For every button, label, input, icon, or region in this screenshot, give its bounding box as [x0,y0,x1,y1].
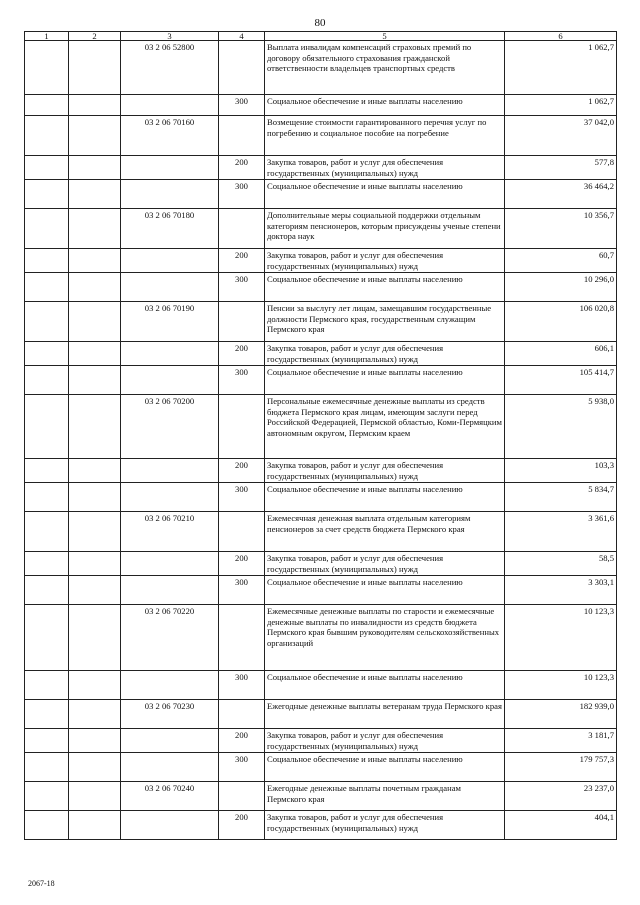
col1-cell [25,249,69,273]
col2-cell [69,605,121,671]
col1-cell [25,700,69,729]
amount-cell: 10 296,0 [505,273,617,302]
target-code-cell [121,811,219,840]
amount-cell: 577,8 [505,156,617,180]
table-row [25,459,617,483]
table-row [25,753,617,782]
table-row [25,273,617,302]
col1-cell [25,782,69,811]
item-name-cell: Социальное обеспечение и иные выплаты населению [265,180,505,209]
target-code-cell: 03 2 06 70230 [121,700,219,729]
expense-type-cell [219,782,265,811]
target-code-cell [121,249,219,273]
table-row [25,180,617,209]
col2-cell [69,156,121,180]
table-header-row [25,32,617,41]
column-header-4: 4 [219,32,265,41]
col2-cell [69,180,121,209]
target-code-cell [121,483,219,512]
item-name-cell: Ежемесячная денежная выплата отдельным категориям пенсионеров за счет средств бюджета Пермского края [265,512,505,552]
col2-cell [69,782,121,811]
col2-cell [69,249,121,273]
table-row [25,156,617,180]
col1-cell [25,576,69,605]
expense-type-cell: 300 [219,671,265,700]
expense-type-cell: 300 [219,180,265,209]
expense-type-cell: 200 [219,552,265,576]
table-row [25,605,617,671]
amount-cell: 179 757,3 [505,753,617,782]
item-name-cell: Закупка товаров, работ и услуг для обеспечения государственных (муниципальных) нужд [265,729,505,753]
expense-type-cell [219,512,265,552]
expense-type-cell: 300 [219,273,265,302]
col1-cell [25,342,69,366]
item-name-cell: Персональные ежемесячные денежные выплаты из средств бюджета Пермского края лицам, имеющим заслуги перед Российской Федерацией, Пермской областью, Коми-Пермяцким автономным округом, Пермским краем [265,395,505,459]
item-name-cell: Возмещение стоимости гарантированного перечня услуг по погребению и социальное пособие на погребение [265,116,505,156]
amount-cell: 23 237,0 [505,782,617,811]
column-header-1: 1 [25,32,69,41]
expense-type-cell: 200 [219,156,265,180]
col2-cell [69,576,121,605]
item-name-cell: Пенсии за выслугу лет лицам, замещавшим государственные должности Пермского края, государственным служащим Пермского края [265,302,505,342]
item-name-cell: Закупка товаров, работ и услуг для обеспечения государственных (муниципальных) нужд [265,342,505,366]
column-header-2: 2 [69,32,121,41]
amount-cell: 1 062,7 [505,95,617,116]
col2-cell [69,273,121,302]
target-code-cell [121,552,219,576]
target-code-cell [121,366,219,395]
col1-cell [25,605,69,671]
col1-cell [25,273,69,302]
table-row [25,512,617,552]
table-row [25,302,617,342]
amount-cell: 3 303,1 [505,576,617,605]
col1-cell [25,459,69,483]
col2-cell [69,209,121,249]
col2-cell [69,671,121,700]
item-name-cell: Социальное обеспечение и иные выплаты населению [265,95,505,116]
col2-cell [69,41,121,95]
target-code-cell [121,729,219,753]
item-name-cell: Ежегодные денежные выплаты ветеранам труда Пермского края [265,700,505,729]
col1-cell [25,729,69,753]
target-code-cell [121,273,219,302]
table-row [25,209,617,249]
item-name-cell: Социальное обеспечение и иные выплаты населению [265,671,505,700]
table-row [25,671,617,700]
expense-type-cell: 300 [219,366,265,395]
amount-cell: 3 181,7 [505,729,617,753]
col1-cell [25,156,69,180]
expense-type-cell [219,395,265,459]
target-code-cell: 03 2 06 70220 [121,605,219,671]
col2-cell [69,483,121,512]
amount-cell: 36 464,2 [505,180,617,209]
target-code-cell [121,576,219,605]
amount-cell: 606,1 [505,342,617,366]
item-name-cell: Социальное обеспечение и иные выплаты населению [265,576,505,605]
col2-cell [69,395,121,459]
amount-cell: 60,7 [505,249,617,273]
table-row [25,483,617,512]
col1-cell [25,483,69,512]
target-code-cell: 03 2 06 70200 [121,395,219,459]
table-row [25,366,617,395]
item-name-cell: Социальное обеспечение и иные выплаты населению [265,366,505,395]
col2-cell [69,95,121,116]
col1-cell [25,671,69,700]
col1-cell [25,302,69,342]
item-name-cell: Закупка товаров, работ и услуг для обеспечения государственных (муниципальных) нужд [265,811,505,840]
amount-cell: 103,3 [505,459,617,483]
amount-cell: 404,1 [505,811,617,840]
col1-cell [25,395,69,459]
table-row [25,249,617,273]
document-code: 2067-18 [28,879,55,888]
table-row [25,700,617,729]
col1-cell [25,512,69,552]
table-row [25,576,617,605]
expense-type-cell [219,700,265,729]
amount-cell: 5 834,7 [505,483,617,512]
item-name-cell: Закупка товаров, работ и услуг для обеспечения государственных (муниципальных) нужд [265,249,505,273]
expense-type-cell: 300 [219,95,265,116]
table-row [25,395,617,459]
target-code-cell: 03 2 06 70190 [121,302,219,342]
target-code-cell [121,342,219,366]
table-row [25,41,617,95]
expense-type-cell: 300 [219,576,265,605]
amount-cell: 10 356,7 [505,209,617,249]
column-header-3: 3 [121,32,219,41]
target-code-cell: 03 2 06 52800 [121,41,219,95]
amount-cell: 5 938,0 [505,395,617,459]
expense-type-cell: 200 [219,342,265,366]
target-code-cell: 03 2 06 70180 [121,209,219,249]
target-code-cell: 03 2 06 70240 [121,782,219,811]
item-name-cell: Социальное обеспечение и иные выплаты населению [265,483,505,512]
amount-cell: 3 361,6 [505,512,617,552]
expense-type-cell [219,302,265,342]
target-code-cell [121,180,219,209]
item-name-cell: Ежемесячные денежные выплаты по старости и ежемесячные денежные выплаты по инвалидности из средств бюджета Пермского края бывшим руководителям сельскохозяйственных организаций [265,605,505,671]
col2-cell [69,342,121,366]
item-name-cell: Выплата инвалидам компенсаций страховых премий по договору обязательного страхования гражданской ответственности владельцев транспортных средств [265,41,505,95]
expense-type-cell: 200 [219,811,265,840]
expense-type-cell: 200 [219,459,265,483]
target-code-cell [121,671,219,700]
amount-cell: 1 062,7 [505,41,617,95]
col1-cell [25,116,69,156]
table-row [25,116,617,156]
col1-cell [25,180,69,209]
expense-type-cell [219,605,265,671]
amount-cell: 58,5 [505,552,617,576]
table-row [25,552,617,576]
page-number: 80 [314,17,326,29]
expense-type-cell [219,209,265,249]
expense-type-cell [219,41,265,95]
target-code-cell: 03 2 06 70210 [121,512,219,552]
amount-cell: 106 020,8 [505,302,617,342]
col1-cell [25,366,69,395]
col2-cell [69,729,121,753]
col2-cell [69,753,121,782]
target-code-cell [121,156,219,180]
table-row [25,782,617,811]
amount-cell: 37 042,0 [505,116,617,156]
target-code-cell [121,459,219,483]
item-name-cell: Социальное обеспечение и иные выплаты населению [265,273,505,302]
col1-cell [25,95,69,116]
expense-type-cell: 300 [219,483,265,512]
amount-cell: 10 123,3 [505,671,617,700]
col2-cell [69,116,121,156]
col2-cell [69,366,121,395]
col1-cell [25,41,69,95]
table-body [25,41,617,840]
col2-cell [69,552,121,576]
table-row [25,811,617,840]
item-name-cell: Социальное обеспечение и иные выплаты населению [265,753,505,782]
col1-cell [25,811,69,840]
item-name-cell: Закупка товаров, работ и услуг для обеспечения государственных (муниципальных) нужд [265,459,505,483]
col1-cell [25,209,69,249]
amount-cell: 10 123,3 [505,605,617,671]
amount-cell: 105 414,7 [505,366,617,395]
table-row [25,95,617,116]
target-code-cell [121,753,219,782]
col2-cell [69,512,121,552]
col2-cell [69,700,121,729]
table-row [25,729,617,753]
table-row [25,342,617,366]
expense-type-cell: 300 [219,753,265,782]
col1-cell [25,753,69,782]
col2-cell [69,811,121,840]
target-code-cell [121,95,219,116]
col2-cell [69,459,121,483]
column-header-6: 6 [505,32,617,41]
expense-type-cell [219,116,265,156]
expense-type-cell: 200 [219,249,265,273]
expense-type-cell: 200 [219,729,265,753]
col2-cell [69,302,121,342]
item-name-cell: Закупка товаров, работ и услуг для обеспечения государственных (муниципальных) нужд [265,552,505,576]
item-name-cell: Ежегодные денежные выплаты почетным гражданам Пермского края [265,782,505,811]
col1-cell [25,552,69,576]
amount-cell: 182 939,0 [505,700,617,729]
item-name-cell: Дополнительные меры социальной поддержки отдельным категориям пенсионеров, которым присуждены ученые степени доктора наук [265,209,505,249]
target-code-cell: 03 2 06 70160 [121,116,219,156]
column-header-5: 5 [265,32,505,41]
item-name-cell: Закупка товаров, работ и услуг для обеспечения государственных (муниципальных) нужд [265,156,505,180]
budget-table [24,31,617,840]
